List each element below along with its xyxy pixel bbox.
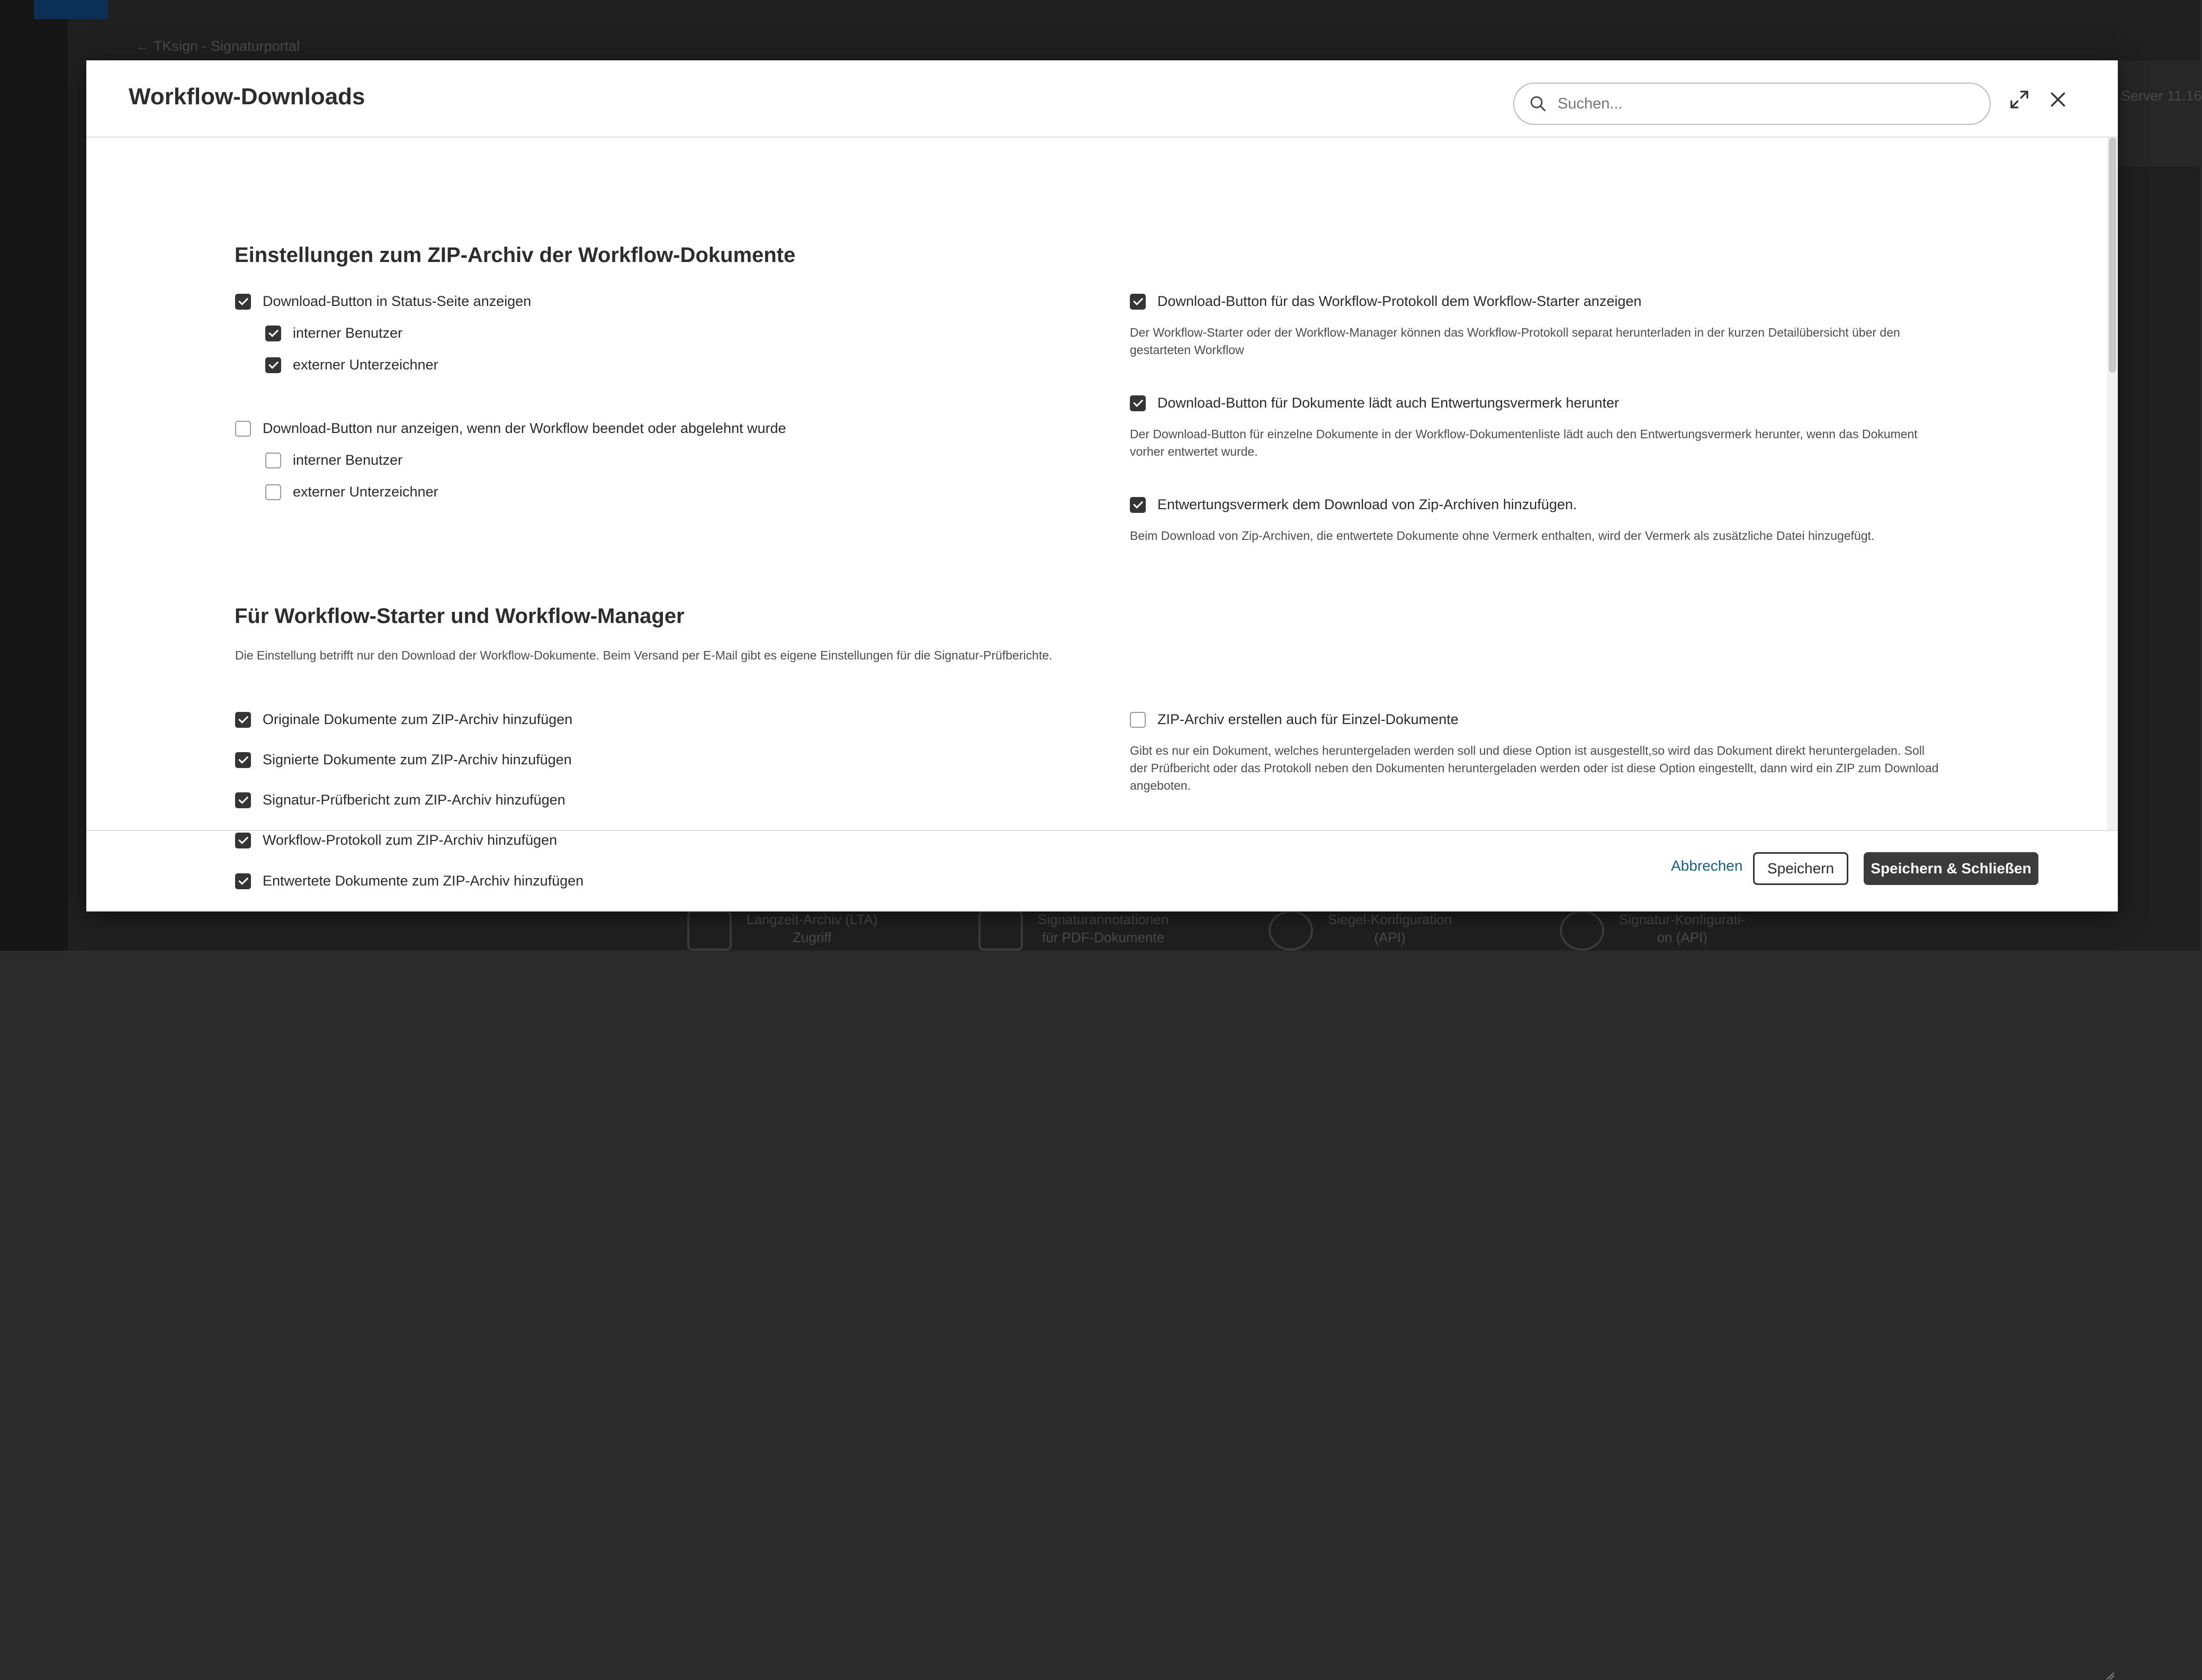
save-and-close-button[interactable]: Speichern & Schließen: [1864, 852, 2038, 885]
background-back-link: ← TKsign - Signaturportal: [136, 38, 300, 54]
checkbox-label: Download-Button für das Workflow-Protokoll dem Workflow-Starter anzeigen: [1157, 293, 1642, 309]
checkbox-label: Entwertete Dokumente zum ZIP-Archiv hinzufügen: [263, 873, 584, 889]
checkbox-label: Signierte Dokumente zum ZIP-Archiv hinzufügen: [263, 752, 572, 767]
section-title-starter-manager: Für Workflow-Starter und Workflow-Manager: [235, 604, 685, 628]
checkbox[interactable]: [235, 294, 251, 310]
expand-icon[interactable]: [2009, 89, 2030, 110]
checkbox-label: Signatur-Prüfbericht zum ZIP-Archiv hinzufügen: [263, 792, 565, 808]
checkbox-label: Download-Button nur anzeigen, wenn der Workflow beendet oder abgelehnt wurde: [263, 420, 786, 436]
option-description: Beim Download von Zip-Archiven, die entwertete Dokumente ohne Vermerk enthalten, wird der Vermerk als zusätzliche Datei hinzugefügt.: [1130, 529, 1875, 543]
checkbox-label: Workflow-Protokoll zum ZIP-Archiv hinzufügen: [263, 832, 558, 848]
dialog-title: Workflow-Downloads: [129, 84, 365, 110]
save-button[interactable]: Speichern: [1753, 852, 1848, 885]
background-logo: [34, 0, 108, 19]
option-finished-external-signer[interactable]: [265, 484, 438, 500]
background-tile-label: Siegel-Konfiguration (API): [1328, 911, 1452, 945]
background-sidebar: [0, 0, 68, 951]
background-panel: [2118, 61, 2200, 167]
option-finished-internal-user[interactable]: [265, 452, 402, 468]
checkbox-label: externer Unterzeichner: [293, 484, 438, 500]
signature-pen-icon: [978, 910, 1023, 951]
option-original-documents[interactable]: [235, 711, 572, 728]
checkbox[interactable]: [265, 453, 281, 468]
checkbox-label: Download-Button in Status-Seite anzeigen: [263, 293, 532, 309]
checkbox-label: externer Unterzeichner: [293, 357, 438, 373]
option-description: Der Download-Button für einzelne Dokumente in der Workflow-Dokumentenliste lädt auch den Entwertungsvermerk herunter, wenn das Dokument vorher entwertet wurde.: [1130, 427, 1918, 458]
option-documents-invalidation-note[interactable]: [1130, 395, 1619, 411]
checkbox[interactable]: [1130, 395, 1146, 411]
section-title-zip-archive: Einstellungen zum ZIP-Archiv der Workflow-Dokumente: [235, 243, 796, 267]
checkbox-label: Download-Button für Dokumente lädt auch Entwertungsvermerk herunter: [1157, 395, 1619, 411]
background-server-text: Server 11.16: [2121, 88, 2202, 104]
option-description: Der Workflow-Starter oder der Workflow-Manager können das Workflow-Protokoll separat herunterladen in der kurzen Detailübersicht über den gestarteten Workflow: [1130, 326, 1900, 357]
section-description: Die Einstellung betrifft nur den Download der Workflow-Dokumente. Beim Versand per E-Mail gibt es eigene Einstellungen für die Signatur-Prüfberichte.: [235, 648, 1053, 662]
checkbox-label: Entwertungsvermerk dem Download von Zip-Archiven hinzufügen.: [1157, 496, 1577, 512]
seal-gear-icon: [1269, 910, 1313, 951]
option-download-button-status-page[interactable]: [235, 293, 531, 310]
checkbox[interactable]: [235, 712, 251, 728]
background-tile-label: Signaturannotationen für PDF-Dokumente: [1038, 911, 1169, 945]
background-tile-label: Signatur-Konfigurati- on (API): [1619, 911, 1746, 945]
option-status-internal-user[interactable]: [265, 325, 402, 341]
option-signed-documents[interactable]: [235, 752, 572, 768]
dialog-footer: [86, 830, 2118, 911]
checkbox[interactable]: [235, 752, 251, 768]
option-download-only-when-finished[interactable]: [235, 420, 786, 437]
checkbox-label: Originale Dokumente zum ZIP-Archiv hinzufügen: [263, 711, 573, 727]
background-tile: [1560, 910, 1745, 951]
checkbox[interactable]: [265, 326, 281, 341]
archive-box-icon: [687, 910, 732, 951]
checkbox-label: ZIP-Archiv erstellen auch für Einzel-Dokumente: [1157, 711, 1459, 727]
dialog-scrollbar[interactable]: [2107, 138, 2118, 830]
checkbox[interactable]: [1130, 294, 1146, 310]
background-tile: [1269, 910, 1452, 951]
option-zip-single-documents[interactable]: [1130, 711, 1459, 728]
option-zip-invalidation-note[interactable]: [1130, 496, 1577, 513]
checkbox[interactable]: [1130, 497, 1146, 513]
checkbox[interactable]: [265, 484, 281, 500]
option-protocol-download-button[interactable]: [1130, 293, 1641, 310]
option-status-external-signer[interactable]: [265, 357, 438, 373]
scrollbar-thumb[interactable]: [2109, 138, 2116, 373]
option-description: Gibt es nur ein Dokument, welches heruntergeladen werden soll und diese Option ist ausgestellt,so wird das Dokument direkt heruntergeladen. Soll der Prüfbericht oder das Protokoll neben den Dokumenten heruntergeladen werden oder ist diese Option eingestellt, dann wird ein ZIP zum Download angeboten.: [1130, 744, 1939, 792]
signature-gear-icon: [1560, 910, 1604, 951]
checkbox[interactable]: [1130, 712, 1146, 728]
checkbox[interactable]: [265, 357, 281, 373]
workflow-downloads-dialog: [86, 60, 2118, 911]
dialog-header: [86, 60, 2118, 138]
background-tile-label: Langzeit-Archiv (LTA) Zugriff: [747, 911, 878, 945]
search-icon: [1529, 95, 1547, 113]
resize-grip-icon[interactable]: [2105, 1670, 2115, 1680]
checkbox[interactable]: [235, 421, 251, 437]
background-tile: [687, 910, 878, 951]
close-icon[interactable]: [2047, 89, 2069, 110]
checkbox[interactable]: [235, 792, 251, 808]
checkbox-label: interner Benutzer: [293, 325, 403, 341]
checkbox-label: interner Benutzer: [293, 452, 403, 468]
background-tile: [978, 910, 1169, 951]
search-input[interactable]: [1557, 95, 1961, 113]
search-box[interactable]: [1513, 83, 1991, 125]
option-signature-report[interactable]: [235, 792, 565, 808]
cancel-button[interactable]: Abbrechen: [1671, 857, 1743, 874]
